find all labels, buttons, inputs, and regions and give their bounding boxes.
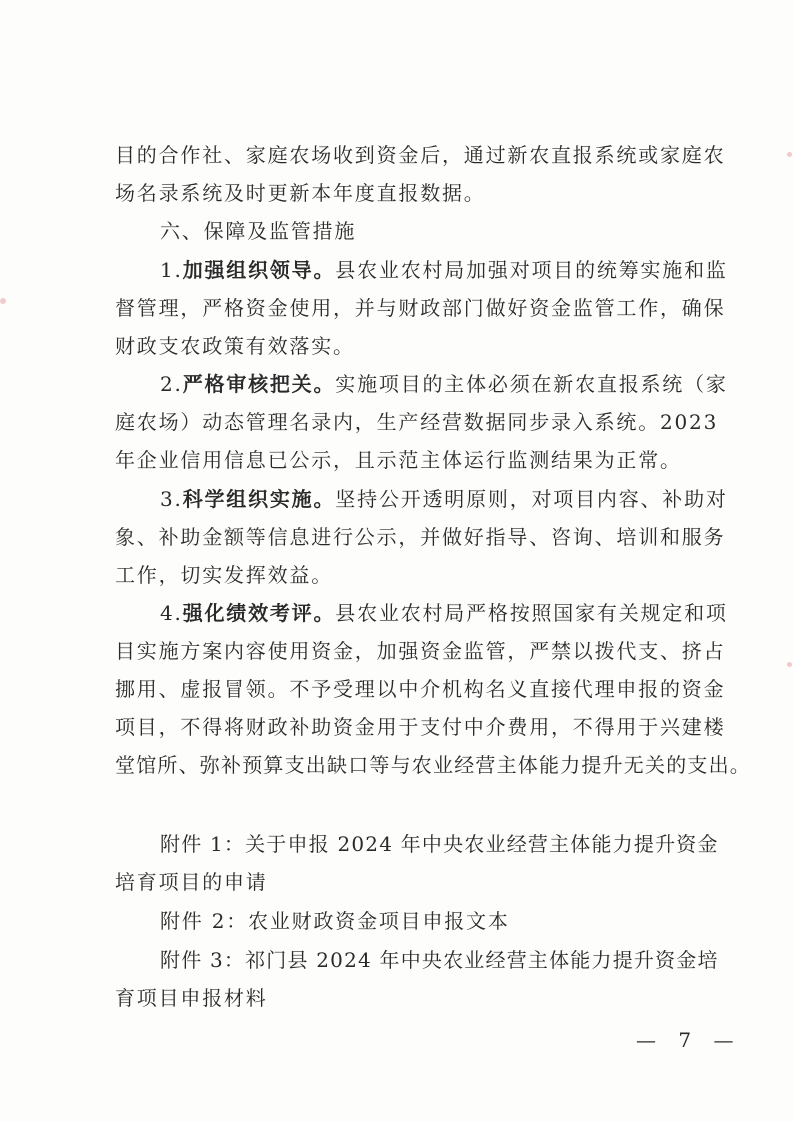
paragraph-line: 堂馆所、弥补预算支出缺口等与农业经营主体能力提升无关的支出。 bbox=[115, 753, 751, 777]
attachment-item: 附件 1：关于申报 2024 年中央农业经营主体能力提升资金 bbox=[160, 832, 719, 856]
paragraph-line: 督管理，严格资金使用，并与财政部门做好资金监管工作，确保 bbox=[115, 296, 726, 320]
attachment-item: 附件 3：祁门县 2024 年中央农业经营主体能力提升资金培 bbox=[160, 948, 719, 972]
page-number: — 7 — bbox=[636, 1028, 742, 1052]
section-heading: 六、保障及监管措施 bbox=[160, 219, 357, 243]
paragraph-line: 2.严格审核把关。实施项目的主体必须在新农直报系统（家 bbox=[160, 372, 728, 396]
attachment-item: 培育项目的申请 bbox=[115, 870, 268, 894]
attachment-item: 育项目申报材料 bbox=[115, 986, 268, 1010]
attachment-item: 附件 2：农业财政资金项目申报文本 bbox=[160, 909, 510, 933]
paragraph-line: 庭农场）动态管理名录内，生产经营数据同步录入系统。2023 bbox=[115, 410, 719, 434]
paragraph-line: 项目，不得将财政补助资金用于支付中介费用，不得用于兴建楼 bbox=[115, 715, 726, 739]
paragraph-line: 4.强化绩效考评。县农业农村局严格按照国家有关规定和项 bbox=[160, 601, 728, 625]
paragraph-line: 挪用、虚报冒领。不予受理以中介机构名义直接代理申报的资金 bbox=[115, 677, 726, 701]
item-number: 2. bbox=[160, 372, 183, 396]
paragraph-line: 象、补助金额等信息进行公示，并做好指导、咨询、培训和服务 bbox=[115, 525, 726, 549]
paragraph-line: 目实施方案内容使用资金，加强资金监管，严禁以拨代支、挤占 bbox=[115, 639, 726, 663]
item-number: 3. bbox=[160, 487, 183, 511]
scan-mark bbox=[787, 152, 792, 157]
paragraph-line: 3.科学组织实施。坚持公开透明原则，对项目内容、补助对 bbox=[160, 487, 728, 511]
paragraph-line: 1.加强组织领导。县农业农村局加强对项目的统筹实施和监 bbox=[160, 258, 728, 282]
scan-mark bbox=[0, 298, 6, 304]
item-heading: 科学组织实施。 bbox=[182, 487, 336, 511]
item-heading: 加强组织领导。 bbox=[182, 258, 336, 282]
item-number: 4. bbox=[160, 601, 183, 625]
paragraph-line: 工作，切实发挥效益。 bbox=[115, 563, 333, 587]
item-heading: 强化绩效考评。 bbox=[182, 601, 336, 625]
paragraph-line: 目的合作社、家庭农场收到资金后，通过新农直报系统或家庭农 bbox=[115, 143, 726, 167]
item-heading: 严格审核把关。 bbox=[182, 372, 336, 396]
scan-mark bbox=[787, 662, 792, 667]
paragraph-line: 场名录系统及时更新本年度直报数据。 bbox=[115, 181, 486, 205]
item-number: 1. bbox=[160, 258, 183, 282]
paragraph-line: 年企业信用信息已公示，且示范主体运行监测结果为正常。 bbox=[115, 448, 682, 472]
paragraph-line: 财政支农政策有效落实。 bbox=[115, 334, 355, 358]
